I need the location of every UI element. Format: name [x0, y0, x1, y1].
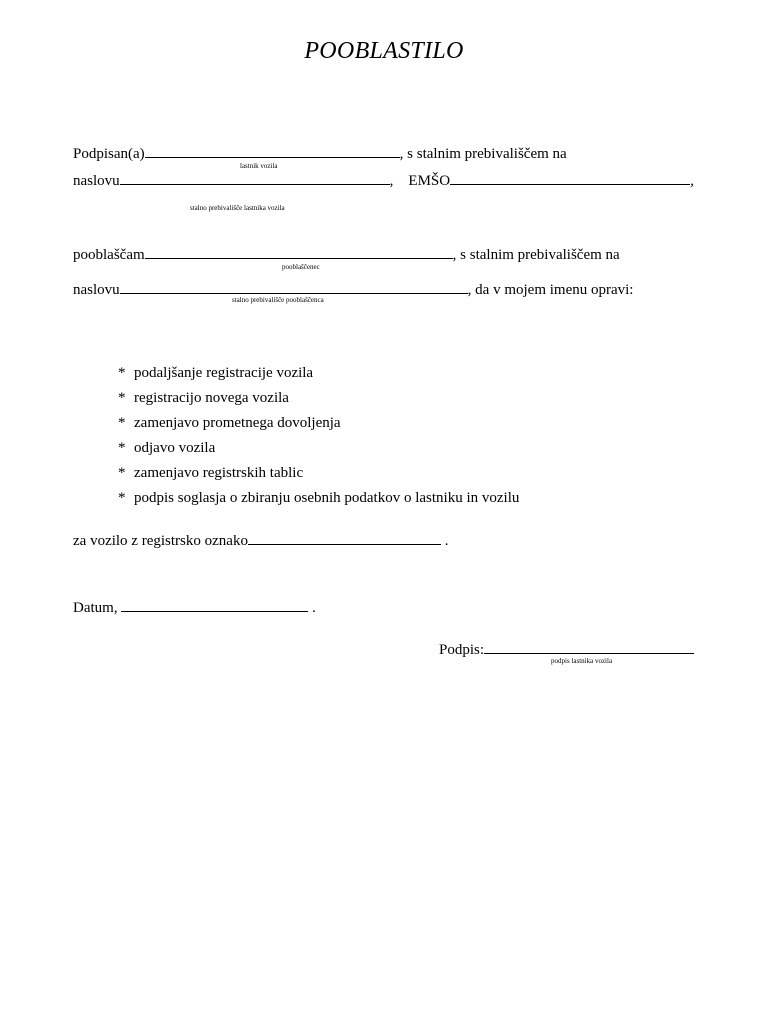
vehicle-end: . — [440, 533, 449, 549]
owner-hint: lastnik vozila — [240, 162, 278, 170]
grantee-line-1 — [73, 246, 620, 264]
bullet-icon: * — [118, 490, 126, 506]
owner-address-field[interactable] — [120, 173, 390, 185]
bullet-icon: * — [118, 415, 126, 431]
registration-field[interactable] — [248, 533, 441, 545]
task-label: zamenjavo registrskih tablic — [134, 465, 304, 481]
emso-label: , EMŠO — [389, 173, 451, 189]
grantee-residence-text: , s stalnim prebivališčem na — [452, 247, 620, 263]
vehicle-line — [73, 532, 448, 550]
task-label: podaljšanje registracije vozila — [134, 365, 314, 381]
grantee-address-field[interactable] — [120, 282, 468, 294]
residence-text: , s stalnim prebivališčem na — [399, 146, 567, 162]
task-item — [118, 489, 519, 507]
task-item — [118, 414, 341, 432]
grantee-address-hint: stalno prebivališče pooblaščenca — [232, 296, 324, 304]
document-title: POOBLASTILO — [304, 38, 464, 64]
signature-label: Podpis: — [439, 642, 485, 658]
owner-address-hint: stalno prebivališče lastnika vozila — [190, 204, 285, 212]
emso-end: , — [690, 173, 694, 189]
task-item — [118, 389, 289, 407]
task-item — [118, 464, 303, 482]
date-field[interactable] — [121, 600, 308, 612]
task-item — [118, 439, 215, 457]
signed-label: Podpisan(a) — [73, 146, 145, 162]
action-text: , da v mojem imenu opravi: — [467, 282, 634, 298]
date-label: Datum, — [73, 600, 122, 616]
authorize-label: pooblaščam — [73, 247, 145, 263]
owner-name-field[interactable] — [145, 146, 400, 158]
task-label: odjavo vozila — [134, 440, 216, 456]
grantor-line-2 — [73, 172, 694, 190]
date-end: . — [308, 600, 316, 616]
grantor-line-1 — [73, 145, 567, 163]
signature-hint: podpis lastnika vozila — [551, 657, 613, 665]
bullet-icon: * — [118, 390, 126, 406]
date-line — [73, 599, 316, 617]
emso-field[interactable] — [450, 173, 690, 185]
bullet-icon: * — [118, 465, 126, 481]
grantee-name-field[interactable] — [145, 247, 453, 259]
task-label: zamenjavo prometnega dovoljenja — [134, 415, 341, 431]
bullet-icon: * — [118, 365, 126, 381]
address-label: naslovu — [73, 173, 120, 189]
grantee-hint: pooblaščenec — [282, 263, 320, 271]
grantee-line-2 — [73, 281, 633, 299]
signature-field[interactable] — [484, 642, 694, 654]
task-label: registracijo novega vozila — [134, 390, 289, 406]
task-item — [118, 364, 313, 382]
grantee-address-label: naslovu — [73, 282, 120, 298]
vehicle-label: za vozilo z registrsko oznako — [73, 533, 248, 549]
bullet-icon: * — [118, 440, 126, 456]
task-label: podpis soglasja o zbiranju osebnih podatkov o lastniku in vozilu — [134, 490, 520, 506]
